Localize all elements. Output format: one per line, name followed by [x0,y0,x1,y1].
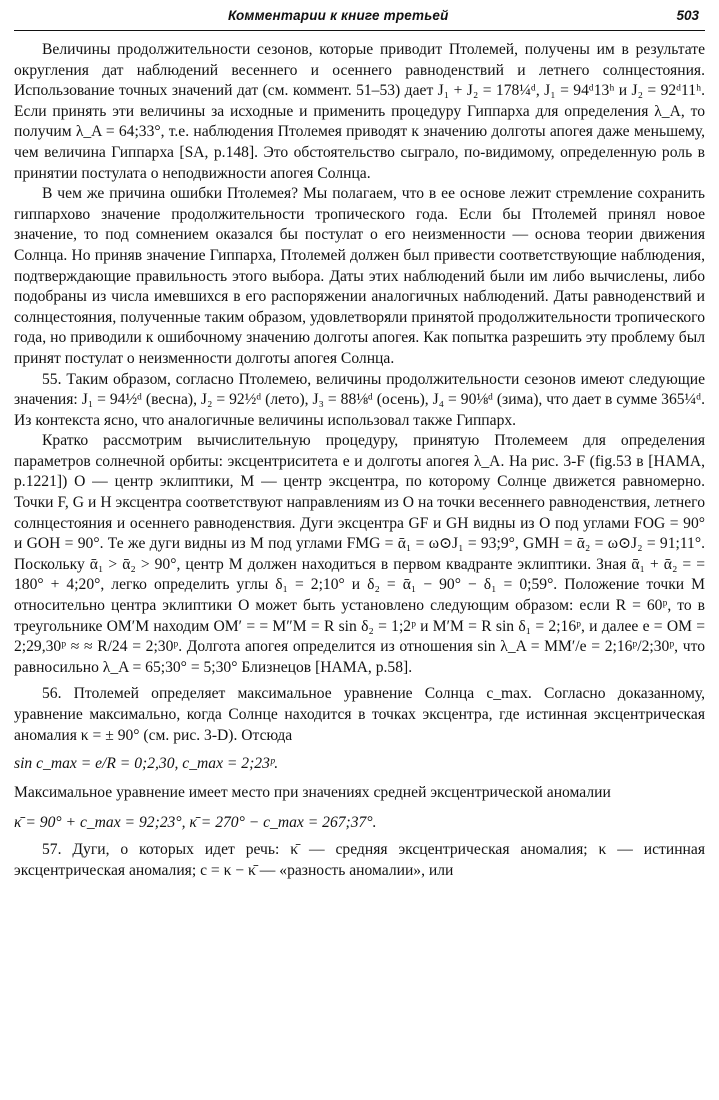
page-number: 503 [676,8,699,23]
running-title: Комментарии к книге третьей [228,8,449,23]
page-header [14,6,705,31]
paragraph-comment-55: 55. Таким образом, согласно Птолемею, величины продолжительности сезонов имеют следующие значения: J₁ = 94½ᵈ (весна), J₂ = 92½ᵈ (лето), J₃ = 88⅛ᵈ (осень), J₄ = 90⅛ᵈ (зима), что дает в сумме 365¼ᵈ. Из контекста ясно, что аналогичные величины использовал также Гиппарх. [14,370,705,429]
text-body [14,40,705,881]
paragraph-solar-orbit: Кратко рассмотрим вычислительную процедуру, принятую Птолемеем для определения параметров солнечной орбиты: эксцентриситета e и долготы апогея λ_A. На рис. 3-F (fig.53 в [HAMA, p.1221]) O — центр эклиптики, M — центр эксцентра, по которому Солнце движется равномерно. Точки F, G и H эксцентра соответствуют направлениям из O на точки весеннего равноденствия, летнего солнцестояния и осеннего равноденствия. Дуги эксцентра GF и GH видны из O под углами FOG = 90° и GOH = 90°. Те же дуги видны из M под углами FMG = ᾱ₁ = ω⊙J₁ = 93;9°, GMH = ᾱ₂ = ω⊙J₂ = 91;11°. Поскольку ᾱ₁ > ᾱ₂ > 90°, центр M должен находиться в первом квадранте эклиптики. Зная ᾱ₁ + ᾱ₂ = = 180° + 4;20°, легко определить углы δ₁ = 2;10° и δ₂ = ᾱ₁ − 90° − δ₁ = 0;59°. Положение точки M относительно центра эклиптики O может быть установлено следующим образом: если R = 60ᵖ, то в треугольнике OM′M находим OM′ = = M″M = R sin δ₂ = 1;2ᵖ и M′M = R sin δ₁ = 2;16ᵖ, и далее e = OM = 2;29,30ᵖ ≈ ≈ R/24 = 2;30ᵖ. Долгота апогея определится из отношения sin λ_A = MM′/e = 2;16ᵖ/2;30ᵖ, что равносильно λ_A = 65;30° = 5;30° Близнецов [HAMA, p.58]. [14,432,705,676]
paragraph-comment-56: 56. Птолемей определяет максимальное уравнение Солнца c_max. Согласно доказанному, уравнение максимально, когда Солнце находится в точках эксцентра, где истинная эксцентрическая аномалия κ = ± 90° (см. рис. 3-D). Отсюда [14,685,705,744]
formula-anomaly: κ̄ = 90° + c_max = 92;23°, κ̄ = 270° − c_max = 267;37°. [14,814,377,832]
paragraph-comment-57: 57. Дуги, о которых идет речь: κ̄ — средняя эксцентрическая аномалия; κ — истинная эксцентрическая аномалия; c = κ − κ̄ — «разность аномалии», или [14,840,705,879]
paragraph-seasons: Величины продолжительности сезонов, которые приводит Птолемей, получены им в результате округления дат наблюдений весеннего и осеннего равноденствий и летнего солнцестояния. Использование точных значений дат (см. коммент. 51–53) дает J₁ + J₂ = 178¼ᵈ, J₁ = 94ᵈ13ʰ и J₂ = 92ᵈ11ʰ. Если принять эти величины за исходные и применить процедуру Гиппарха для определения λ_A, то получим λ_A = 64;33°, т.е. наблюдения Птолемея приводят к значению долготы апогея даже меньшему, чем величина Гиппарха [SA, p.148]. Это обстоятельство сыграло, по-видимому, определенную роль в принятии постулата о неподвижности апогея Солнца. [14,41,705,182]
formula-cmax: sin c_max = e/R = 0;2,30, c_max = 2;23ᵖ. [14,755,279,773]
paragraph-ptolemy-error: В чем же причина ошибки Птолемея? Мы полагаем, что в ее основе лежит стремление сохранить гиппархово значение продолжительности тропического года. Если бы Птолемей принял новое значение, то под сомнением оказался бы постулат о его неизменности — основа теории движения Солнца. Но приняв значение Гиппарха, Птолемей должен был привести соответствующие наблюдения, подтверждающие правильность этого выбора. Даты этих наблюдений были им либо вычислены, либо подобраны из числа имевшихся в его распоряжении аналогичных наблюдений. Даты равноденствий и солнцестояния, полученные таким образом, удовлетворяли принятой продолжительности тропического года, но приводили к ошибочному значению долготы апогея. Как попытка разрешить эту проблему был принят постулат о неизменности долготы апогея Солнца. [14,185,705,367]
paragraph-max-equation: Максимальное уравнение имеет место при значениях средней эксцентрической аномалии [14,783,611,801]
